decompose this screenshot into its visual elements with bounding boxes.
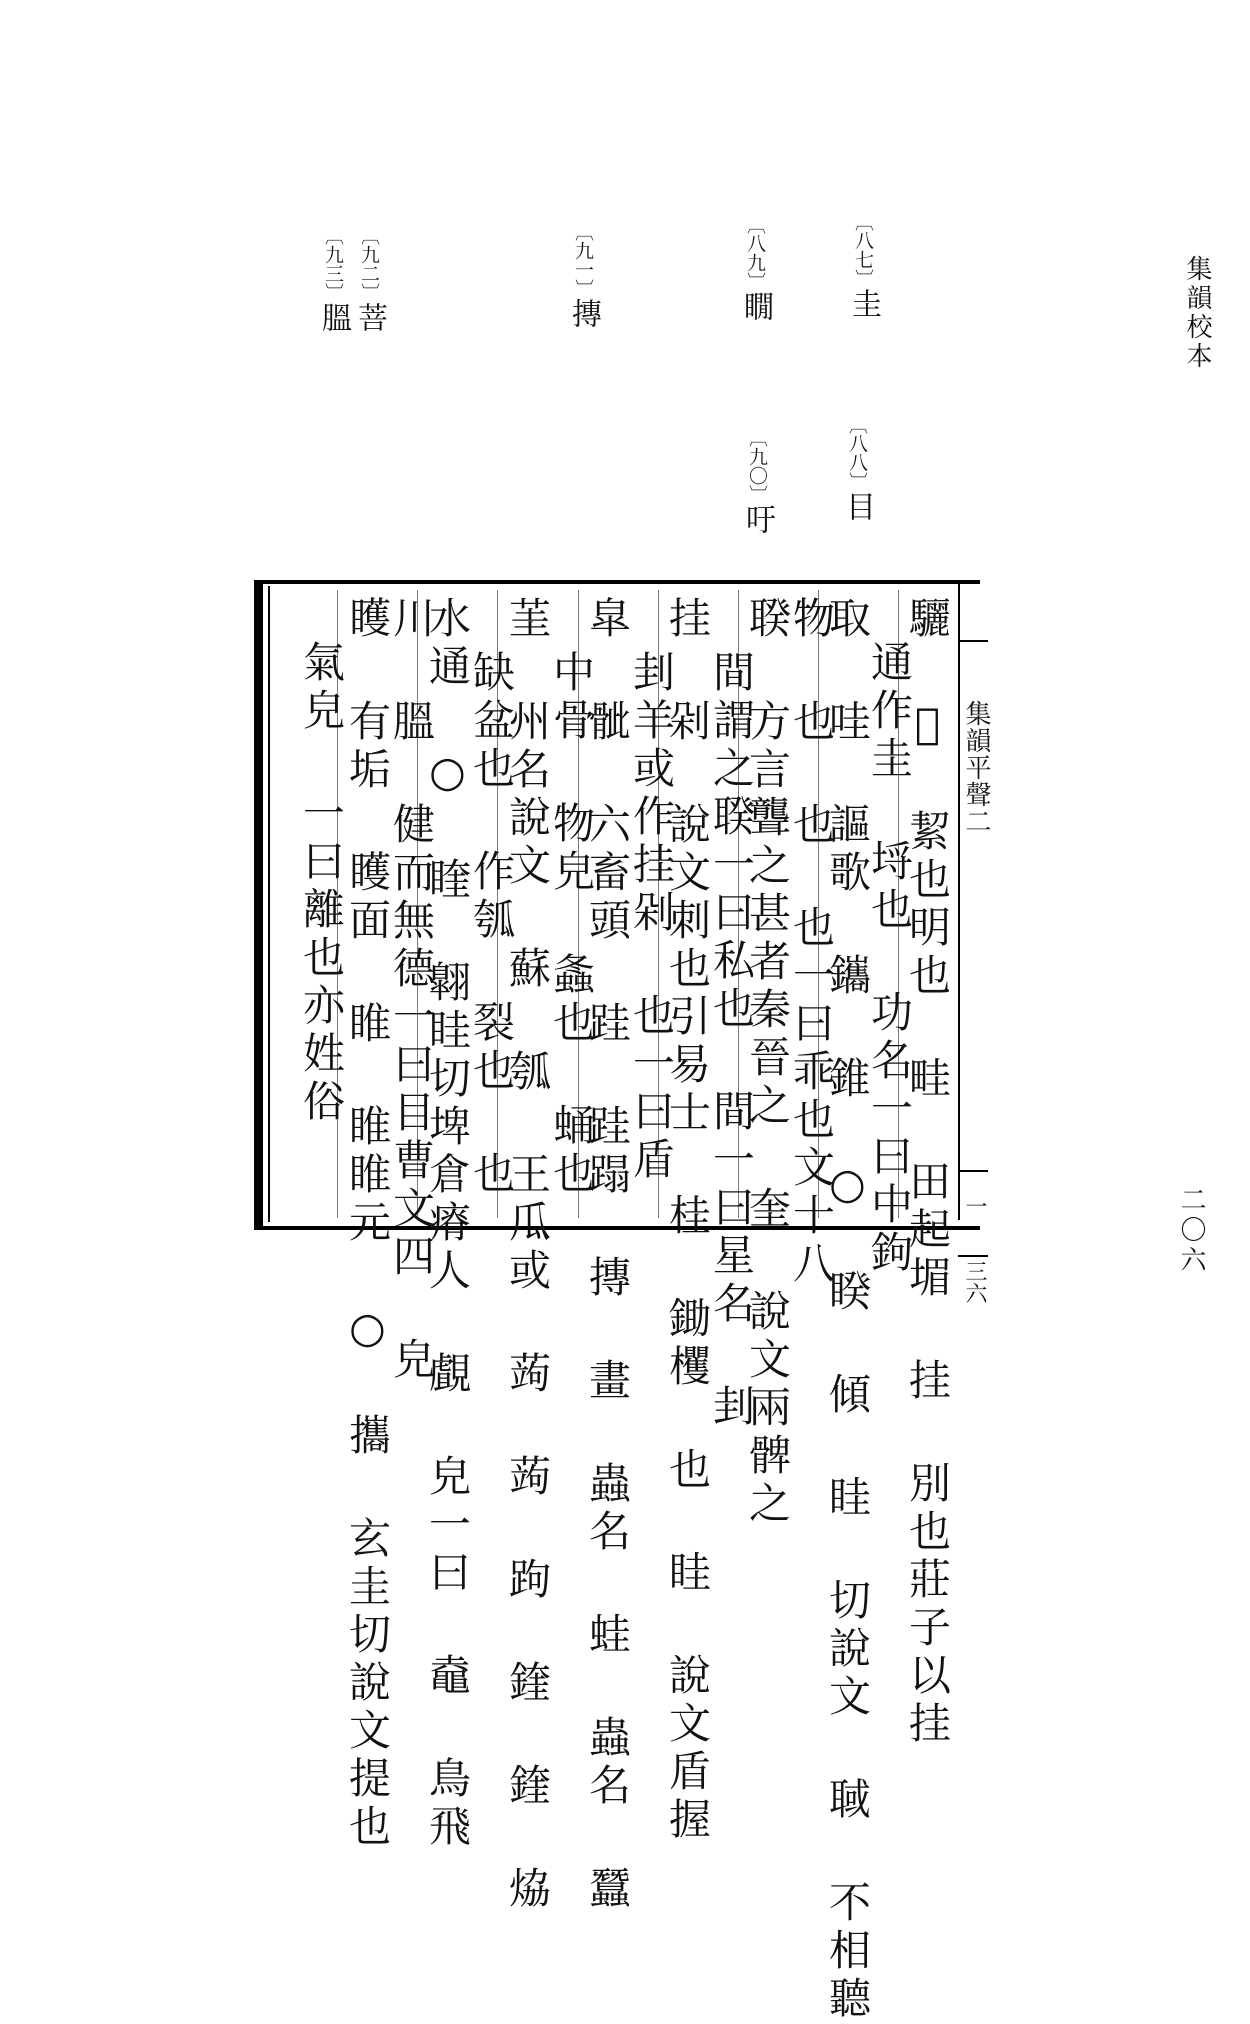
text-column-7: 挂 剁 說文刺也引易士 桂 鋤欔 也 眭 說文盾握 <box>663 596 712 1845</box>
fold-mark <box>958 1170 988 1172</box>
note-number: 〔八八〕 <box>846 415 868 491</box>
collation-note-91 <box>566 222 601 330</box>
text-column-10: 中骨 物皃 螽也 蛹也 <box>547 650 596 1199</box>
text-column-12: 缺盆也 作瓠 裂也 也 <box>467 650 516 1199</box>
fold-number: 一 <box>962 1195 987 1217</box>
text-column-8: 刲羊或作挂剁 也一曰盾 <box>627 650 676 1185</box>
collation-note-87 <box>846 212 881 320</box>
text-column-16: 氣皃 一曰離也亦姓俗 <box>297 640 346 1127</box>
fold-mark <box>958 1255 988 1257</box>
fold-mark <box>958 640 988 642</box>
text-column-1: 驪 𪅗 絜也明也 畦 田起堳 挂 別也莊子以挂 <box>903 596 952 1749</box>
collation-note-93 <box>316 226 351 334</box>
frame-border-left <box>254 580 263 1230</box>
fold-column <box>958 584 990 1220</box>
text-column-6: 間謂之聧一曰私也 間一曰星名 刲 <box>707 650 756 1432</box>
page-number: 二〇六 <box>1176 1186 1206 1276</box>
note-text: 目 <box>840 491 875 523</box>
text-column-14: 川 膃 健而無德一曰目曹文四 皃 <box>387 596 436 1385</box>
note-number: 〔八九〕 <box>744 215 766 291</box>
running-title: 集韻校本 <box>1182 255 1212 371</box>
collation-note-88 <box>840 415 875 523</box>
text-column-15: 矆 有垢 矆面 睢 睢睢元 ○ 攜 玄圭切說文提也 <box>343 596 392 1852</box>
note-text: 吁 <box>740 504 775 536</box>
fold-number: 三六 <box>962 1260 987 1304</box>
fold-title: 集韻平聲二 <box>961 700 991 835</box>
text-column-3: 取 哇 謳歌 鑴 錐 ○ 睽 傾 眭 切說文 聝 不相聽 <box>823 596 872 2024</box>
note-number: 〔九一〕 <box>572 222 594 298</box>
collation-note-92 <box>352 226 387 334</box>
note-text: 菩 <box>352 302 387 334</box>
note-text: 圭 <box>846 288 881 320</box>
note-text: 瞯 <box>738 291 773 323</box>
collation-note-89 <box>738 215 773 323</box>
text-column-13: 水通 ○ 睳 翺眭切埤倉瘠人 覰 皃一曰 鼀 鳥飛 <box>423 596 472 1852</box>
text-column-9: 皐 骴 六畜頭 跬 跬蹋 摶 畫 蟲名 蛙 蟲名 蠶 <box>583 596 632 1914</box>
note-text: 摶 <box>566 298 601 330</box>
text-column-11: 茥 州名說文 蘇 瓠 王瓜或 蒟 蒟 跔 鍷 鍷 㶸 <box>503 596 552 1914</box>
note-number: 〔八七〕 <box>852 212 874 288</box>
frame-border-left-inner <box>268 586 270 1222</box>
text-column-5: 聧 方言聾之甚者秦晉之 奎 說文兩髀之 <box>743 596 792 1529</box>
text-column-4: 物 也 也 也一曰乖也文十八 <box>787 596 836 1289</box>
note-number: 〔九〇〕 <box>746 428 768 504</box>
collation-note-90 <box>740 428 775 536</box>
note-number: 〔九二〕 <box>358 226 380 302</box>
note-number: 〔九三〕 <box>322 226 344 302</box>
text-column-2: 通作圭 埒也 功名一曰中鉤 <box>865 640 914 1278</box>
note-text: 膃 <box>316 302 351 334</box>
